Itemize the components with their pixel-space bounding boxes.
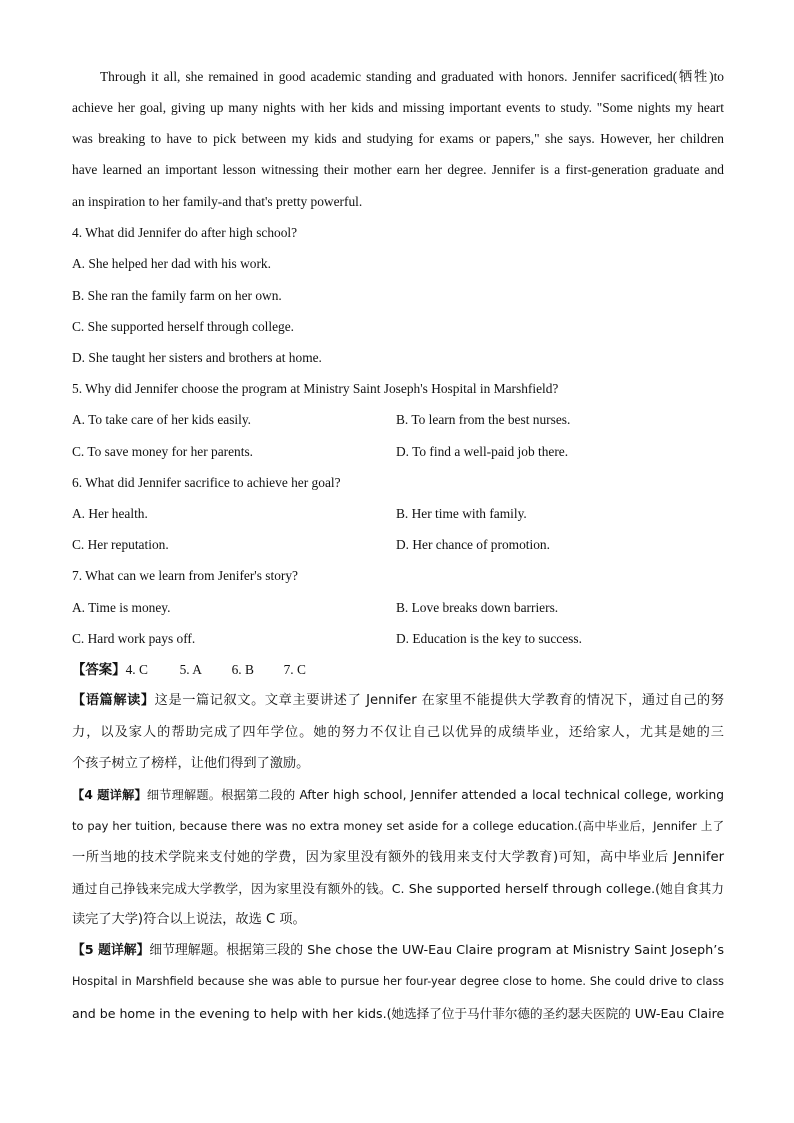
passage-line-3: was breaking to have to pick between my kids and studying for exams or papers," she says. However, her children (72, 131, 724, 146)
question-7-option-d: D. Education is the key to success. (396, 631, 582, 646)
answer-item: 7. C (283, 662, 306, 677)
question-4-option-b: B. She ran the family farm on her own. (72, 288, 282, 303)
answer-key (72, 662, 724, 679)
question-6-option-c: C. Her reputation. (72, 537, 169, 552)
question-5-stem: 5. Why did Jennifer choose the program at Ministry Saint Joseph's Hospital in Marshfield? (72, 381, 559, 396)
question-7-option-c: C. Hard work pays off. (72, 631, 196, 646)
question-6-option-d: D. Her chance of promotion. (396, 537, 550, 552)
question-7-option-a: A. Time is money. (72, 600, 171, 615)
detail-4-line-5: 读完了大学)符合以上说法，故选 C 项。 (72, 912, 306, 927)
question-5-option-b: B. To learn from the best nurses. (396, 412, 571, 427)
detail-4-line-4: 通过自己挣钱来完成大学教学，因为家里没有额外的钱。C. She supported herself through college.(她自食其力 (72, 881, 724, 896)
question-5-option-c: C. To save money for her parents. (72, 444, 254, 459)
detail-5-tag: 【5 题详解】 (72, 943, 150, 958)
question-5-option-a: A. To take care of her kids easily. (72, 412, 252, 427)
detail-5-line-3: and be home in the evening to help with her kids.(她选择了位于马什菲尔德的圣约瑟夫医院的 UW-Eau Claire (72, 1006, 725, 1021)
detail-5-line-1 (72, 943, 724, 959)
question-6-option-a: A. Her health. (72, 506, 148, 521)
detail-5-line-2: Hospital in Marshfield because she was able to pursue her four-year degree close to home. She could drive to class (72, 975, 724, 988)
answer-item: 4. C (125, 662, 148, 677)
analysis-line-3: 个孩子树立了榜样，让他们得到了激励。 (72, 756, 310, 771)
question-5-option-d: D. To find a well-paid job there. (396, 444, 569, 459)
question-4-option-a: A. She helped her dad with his work. (72, 256, 271, 271)
detail-4-line-1 (72, 787, 724, 803)
detail-4-line-2: to pay her tuition, because there was no extra money set aside for a college education.(高中毕业后，Jennifer 上了 (72, 819, 724, 833)
analysis-text: 这是一篇记叙文。文章主要讲述了 Jennifer 在家里不能提供大学教育的情况下，通过自己的努 (154, 693, 724, 708)
detail-4-tag: 【4 题详解】 (72, 788, 147, 802)
detail-4-line-3: 一所当地的技术学院来支付她的学费，因为家里没有额外的钱用来支付大学教育)可知，高中毕业后 Jennifer (72, 850, 724, 865)
detail-5-text: 细节理解题。根据第三段的 She chose the UW-Eau Claire program at Misnistry Saint Joseph’s (149, 943, 724, 958)
question-6-stem: 6. What did Jennifer sacrifice to achieve her goal? (72, 475, 341, 490)
analysis-line-1 (72, 693, 724, 709)
analysis-line-2: 力，以及家人的帮助完成了四年学位。她的努力不仅让自己以优异的成绩毕业，还给家人，尤其是她的三 (72, 725, 724, 740)
answer-item: 6. B (231, 662, 254, 677)
answer-tag: 【答案】 (72, 663, 126, 678)
passage-line-4: have learned an important lesson witnessing their mother earn her degree. Jennifer is a first-generation graduate and (72, 162, 724, 177)
passage-line-5: an inspiration to her family-and that's pretty powerful. (72, 194, 363, 209)
passage-line-1: Through it all, she remained in good academic standing and graduated with honors. Jennifer sacrificed(牺牲)to (100, 69, 724, 84)
question-7-option-b: B. Love breaks down barriers. (396, 600, 559, 615)
detail-4-text: 细节理解题。根据第二段的 After high school, Jennifer attended a local technical college, working (146, 788, 724, 802)
question-4-option-c: C. She supported herself through college. (72, 319, 295, 334)
question-7-stem: 7. What can we learn from Jenifer's story? (72, 568, 298, 583)
analysis-tag: 【语篇解读】 (72, 693, 155, 708)
question-6-option-b: B. Her time with family. (396, 506, 527, 521)
question-4-stem: 4. What did Jennifer do after high school? (72, 225, 298, 240)
question-4-option-d: D. She taught her sisters and brothers at home. (72, 350, 322, 365)
passage-line-2: achieve her goal, giving up many nights with her kids and missing important events to study. "Some nights my heart (72, 100, 724, 115)
answer-item: 5. A (179, 662, 202, 677)
